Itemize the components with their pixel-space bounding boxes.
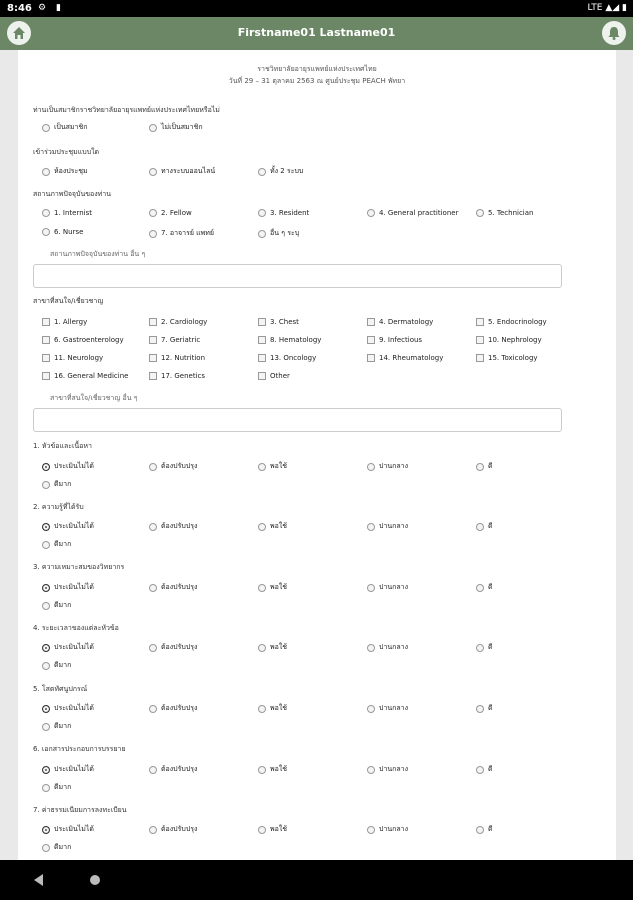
rating-1-option-1[interactable]: ประเมินไม่ได้ (42, 461, 94, 472)
rating-question-3: 3. ความเหมาะสมของวิทยากร (33, 563, 125, 571)
rating-7-option-3[interactable]: พอใช้ (258, 824, 287, 835)
rating-5-option-6[interactable]: ดีมาก (42, 721, 71, 732)
specialty-option-5[interactable]: 5. Endocrinology (476, 318, 547, 326)
position-option-5[interactable]: 5. Technician (476, 209, 533, 217)
rating-2-option-2[interactable]: ต้องปรับปรุง (149, 521, 197, 532)
rating-2-option-6[interactable]: ดีมาก (42, 539, 71, 550)
rating-5-option-4[interactable]: ปานกลาง (367, 703, 408, 714)
rating-6-option-5[interactable]: ดี (476, 764, 493, 775)
rating-1-option-4[interactable]: ปานกลาง (367, 461, 408, 472)
position-option-other[interactable]: อื่น ๆ ระบุ (258, 228, 299, 239)
rating-6-option-1[interactable]: ประเมินไม่ได้ (42, 764, 94, 775)
rating-4-option-5[interactable]: ดี (476, 642, 493, 653)
rating-7-option-5[interactable]: ดี (476, 824, 493, 835)
rating-question-5: 5. โสตทัศนูปกรณ์ (33, 685, 88, 693)
position-option-3[interactable]: 3. Resident (258, 209, 309, 217)
rating-5-option-1[interactable]: ประเมินไม่ได้ (42, 703, 94, 714)
rating-question-2: 2. ความรู้ที่ได้รับ (33, 503, 84, 511)
specialty-option-4[interactable]: 4. Dermatology (367, 318, 433, 326)
settings-icon: ⚙ (38, 3, 47, 13)
rating-1-option-6[interactable]: ดีมาก (42, 479, 71, 490)
rating-2-option-4[interactable]: ปานกลาง (367, 521, 408, 532)
rating-3-option-6[interactable]: ดีมาก (42, 600, 71, 611)
rating-4-option-4[interactable]: ปานกลาง (367, 642, 408, 653)
rating-4-option-6[interactable]: ดีมาก (42, 660, 71, 671)
rating-5-option-3[interactable]: พอใช้ (258, 703, 287, 714)
rating-1-option-3[interactable]: พอใช้ (258, 461, 287, 472)
form-heading: ราชวิทยาลัยอายุรแพทย์แห่งประเทศไทย (257, 65, 377, 73)
status-time: 8:46 (7, 3, 32, 14)
attend-option-room[interactable]: ห้องประชุม (42, 166, 88, 177)
form-subheading: วันที่ 29 – 31 ตุลาคม 2563 ณ ศูนย์ประชุม PEACH พัทยา (228, 77, 406, 85)
member-option-no[interactable]: ไม่เป็นสมาชิก (149, 122, 203, 133)
rating-7-option-2[interactable]: ต้องปรับปรุง (149, 824, 197, 835)
rating-4-option-2[interactable]: ต้องปรับปรุง (149, 642, 197, 653)
specialty-option-14[interactable]: 14. Rheumatology (367, 354, 443, 362)
specialty-option-1[interactable]: 1. Allergy (42, 318, 87, 326)
position-option-2[interactable]: 2. Fellow (149, 209, 192, 217)
bell-icon (606, 25, 622, 41)
rating-2-option-5[interactable]: ดี (476, 521, 493, 532)
back-icon[interactable] (34, 874, 43, 886)
attend-option-both[interactable]: ทั้ง 2 ระบบ (258, 166, 303, 177)
rating-question-4: 4. ระยะเวลาของแต่ละหัวข้อ (33, 624, 119, 632)
rating-1-option-2[interactable]: ต้องปรับปรุง (149, 461, 197, 472)
position-question: สถานภาพปัจจุบันของท่าน (33, 190, 111, 198)
rating-3-option-5[interactable]: ดี (476, 582, 493, 593)
status-bar (0, 0, 633, 17)
rating-2-option-3[interactable]: พอใช้ (258, 521, 287, 532)
specialty-option-11[interactable]: 11. Neurology (42, 354, 103, 362)
rating-question-6: 6. เอกสารประกอบการบรรยาย (33, 745, 126, 753)
sim-icon: ▮ (56, 3, 61, 13)
rating-5-option-2[interactable]: ต้องปรับปรุง (149, 703, 197, 714)
system-nav-bar (0, 860, 633, 900)
specialty-option-10[interactable]: 10. Nephrology (476, 336, 542, 344)
nav-home-icon[interactable] (90, 875, 100, 885)
attend-question: เข้าร่วมประชุมแบบใด (33, 148, 100, 156)
rating-7-option-4[interactable]: ปานกลาง (367, 824, 408, 835)
position-other-input[interactable] (33, 264, 562, 288)
rating-6-option-3[interactable]: พอใช้ (258, 764, 287, 775)
specialty-option-16[interactable]: 16. General Medicine (42, 372, 128, 380)
member-question: ท่านเป็นสมาชิกราชวิทยาลัยอายุรแพทย์แห่งประเทศไทยหรือไม่ (33, 106, 220, 114)
specialty-option-8[interactable]: 8. Hematology (258, 336, 321, 344)
specialty-option-17[interactable]: 17. Genetics (149, 372, 205, 380)
rating-6-option-6[interactable]: ดีมาก (42, 782, 71, 793)
specialty-other-input[interactable] (33, 408, 562, 432)
position-other-label: สถานภาพปัจจุบันของท่าน อื่น ๆ (50, 250, 146, 258)
app-bar (0, 17, 633, 50)
status-right: LTE ▲◢ ▮ (587, 3, 627, 13)
specialty-other-label: สาขาที่สนใจ/เชี่ยวชาญ อื่น ๆ (50, 394, 138, 402)
rating-question-1: 1. หัวข้อและเนื้อหา (33, 442, 92, 450)
form-page (18, 50, 616, 860)
specialty-option-7[interactable]: 7. Geriatric (149, 336, 200, 344)
specialty-option-3[interactable]: 3. Chest (258, 318, 299, 326)
position-option-4[interactable]: 4. General practitioner (367, 209, 458, 217)
specialty-option-12[interactable]: 12. Nutrition (149, 354, 205, 362)
specialty-option-other[interactable]: Other (258, 372, 290, 380)
rating-3-option-2[interactable]: ต้องปรับปรุง (149, 582, 197, 593)
rating-3-option-4[interactable]: ปานกลาง (367, 582, 408, 593)
rating-4-option-1[interactable]: ประเมินไม่ได้ (42, 642, 94, 653)
specialty-question: สาขาที่สนใจ/เชี่ยวชาญ (33, 297, 104, 305)
specialty-option-13[interactable]: 13. Oncology (258, 354, 316, 362)
position-option-1[interactable]: 1. Internist (42, 209, 92, 217)
position-option-6[interactable]: 6. Nurse (42, 228, 83, 236)
rating-3-option-1[interactable]: ประเมินไม่ได้ (42, 582, 94, 593)
rating-6-option-4[interactable]: ปานกลาง (367, 764, 408, 775)
specialty-option-9[interactable]: 9. Infectious (367, 336, 422, 344)
attend-option-online[interactable]: ทางระบบออนไลน์ (149, 166, 215, 177)
rating-3-option-3[interactable]: พอใช้ (258, 582, 287, 593)
notification-button[interactable] (602, 21, 626, 45)
rating-7-option-6[interactable]: ดีมาก (42, 842, 71, 853)
rating-6-option-2[interactable]: ต้องปรับปรุง (149, 764, 197, 775)
rating-7-option-1[interactable]: ประเมินไม่ได้ (42, 824, 94, 835)
rating-5-option-5[interactable]: ดี (476, 703, 493, 714)
rating-question-7: 7. ค่าธรรมเนียมการลงทะเบียน (33, 806, 127, 814)
rating-2-option-1[interactable]: ประเมินไม่ได้ (42, 521, 94, 532)
position-option-7[interactable]: 7. อาจารย์ แพทย์ (149, 228, 214, 239)
specialty-option-6[interactable]: 6. Gastroenterology (42, 336, 124, 344)
specialty-option-15[interactable]: 15. Toxicology (476, 354, 538, 362)
app-title: Firstname01 Lastname01 (237, 26, 396, 39)
member-option-yes[interactable]: เป็นสมาชิก (42, 122, 87, 133)
specialty-option-2[interactable]: 2. Cardiology (149, 318, 207, 326)
rating-4-option-3[interactable]: พอใช้ (258, 642, 287, 653)
rating-1-option-5[interactable]: ดี (476, 461, 493, 472)
